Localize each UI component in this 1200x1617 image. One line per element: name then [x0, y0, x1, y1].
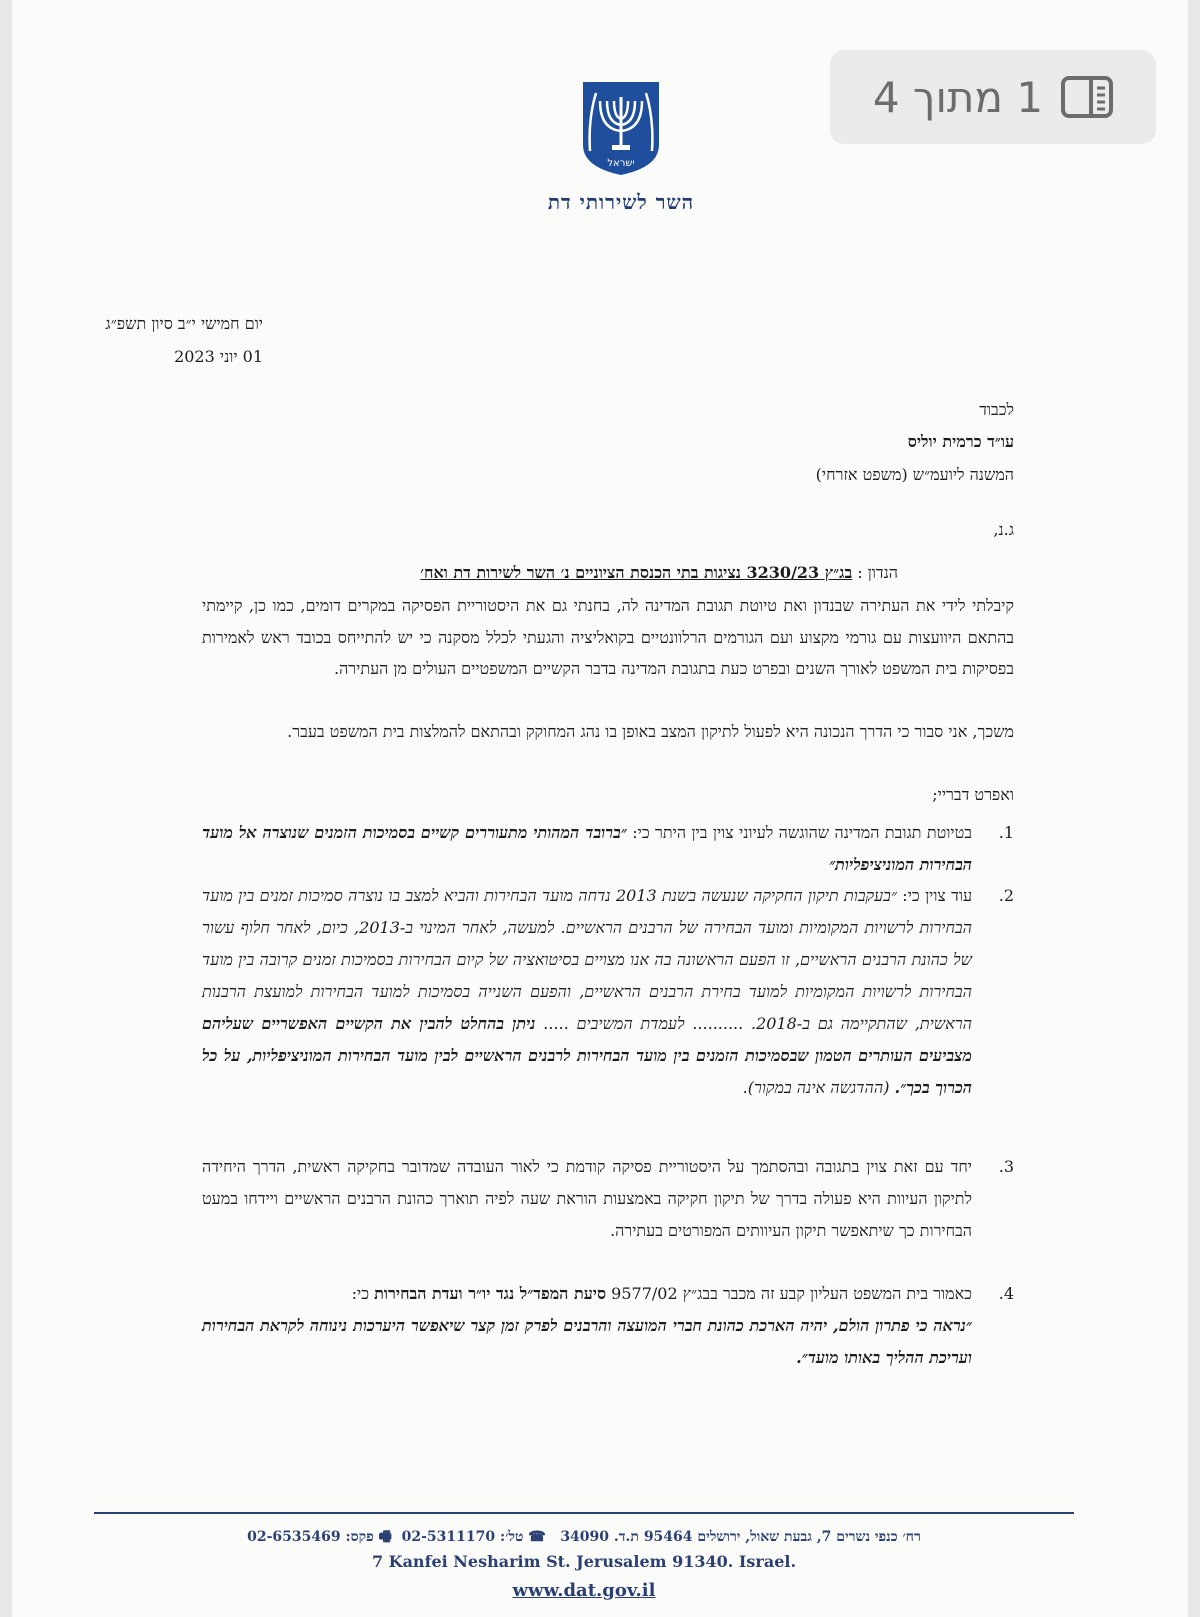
greeting: ג.נ, — [993, 520, 1014, 539]
item-text: בטיוטת תגובת המדינה שהוגשה לעיוני צוין בין היתר כי: ״ברובד המהותי מתעוררים קשיים בסמיכות הזמנים שנוצרה אל מועד הבחירות המוניציפליות״ — [202, 823, 972, 874]
item-text: יחד עם זאת צוין בתגובה ובהסתמך על היסטוריית פסיקה קודמת כי לאור העובדה שמדובר בחקיקה ראשית, הדרך היחידה לתיקון העיוות היא פעולה בדרך של תיקון חקיקה באמצעות הוראת שעה לפיה תוארך כהונת הרבנים הראשיים ויידחו במעט הבחירות כך שיתאפשר תיקון העיוותים המפורטים בעתירה. — [202, 1157, 972, 1240]
footer-divider — [94, 1512, 1074, 1514]
list-item — [202, 1151, 1014, 1247]
subject-line — [202, 563, 898, 583]
list-item — [202, 1278, 1014, 1374]
addressee-name: עו״ד כרמית יוליס — [907, 432, 1014, 451]
item-text: כאמור בית המשפט העליון קבע זה מכבר בבג״ץ 9577/02 סיעת המפד״ל נגד יו״ר ועדת הבחירות כי: ״נראה כי פתרון הולם, יהיה הארכת כהונת חברי המועצה והרבנים לפרק זמן קצר שיאפשר היערכות נינוחה לקראת הבחירות ועריכת ההליך באותו מועד״. — [202, 1284, 972, 1367]
item-note: (ההדגשה אינה במקור). — [742, 1078, 895, 1097]
phone-number: 02-5311170 — [401, 1529, 496, 1545]
fax-label: פקס: — [345, 1529, 374, 1545]
intro-paragraph: קיבלתי לידי את העתירה שבנדון ואת טיוטת תגובת המדינה לה, בחנתי גם את היסטוריית הפסיקה במקרים דומים, כמו כן, קיימתי בהתאם היוועצות עם גורמי מקצוע ועם הגורמים הרלוונטיים בקואליציה והגעתי לכלל מסקנה כי יש להתייחס בכובד ראש לאמירות בפסיקות בית המשפט לאורך השנים ובפרט כעת בתגובת המדינה בדבר הקשיים המשפטיים העולים מן העתירה. — [202, 596, 1015, 678]
item-quote: ״בעקבות תיקון החקיקה שנעשה בשנת 2013 נדחה מועד הבחירות והביא למצב בו נוצרה סמיכות זמנים בין מועד הבחירות לרשויות המקומיות ומועד הבחירה של הרבנים הראשיים. למעשה, לאחר המינוי ב-2013, כיום, לאחר חלוף עשור של כהונת הרבנים הראשיים, זו הפעם הראשונה בה אנו מצויים בסיטואציה של קיום הבחירות בסמיכות זמנים קרובה בין מועד הבחירות לרשויות המקומיות למועד בחירת הרבנים הראשיים, והפעם השנייה בסמיכות למועד הבחירות למועצת הרבנות הראשית, שהתקיימה גם ב-2018. .......... לעמדת המשיבים ..... — [202, 886, 973, 1033]
item-quote-emphasis: ניתן בהחלט להבין את הקשיים האפשריים שעליהם מצביעים העותרים הטמון שבסמיכות הזמנים בין מועד הבחירות לרבנים הראשיים לבין מועד הבחירות המוניציפליות, על כל הכרוך בכך״. — [202, 1014, 973, 1097]
phone-label: טל׳: — [499, 1529, 524, 1545]
page-indicator[interactable] — [830, 50, 1156, 144]
footer-website-link[interactable]: www.dat.gov.il — [512, 1580, 656, 1601]
fax-number: 02-6535469 — [247, 1529, 341, 1545]
footer-address: רח׳ כנפי נשרים 7, גבעת שאול, ירושלים 95464 ת.ד. 34090 — [560, 1529, 921, 1545]
salutation: לכבוד — [979, 400, 1014, 419]
list-item — [202, 880, 1014, 1104]
addressee-title: המשנה ליועמ״ש (משפט אזרחי) — [815, 465, 1014, 484]
elaborate-line: ואפרט דבריי; — [932, 785, 1014, 804]
gregorian-date: 01 יוני 2023 — [174, 347, 263, 366]
footer-address-english: 7 Kanfei Nesharim St. Jerusalem 91340. Israel. — [371, 1552, 797, 1571]
subject-label: הנדון : — [857, 563, 898, 582]
reader-view-icon[interactable] — [1061, 76, 1113, 118]
conclusion-paragraph: משכך, אני סבור כי הדרך הנכונה היא לפעול לתיקון המצב באופן בו נהג המחוקק ובהתאם להמלצות בית המשפט בעבר. — [287, 722, 1014, 741]
ministry-header: השר לשירותי דת — [547, 190, 695, 214]
page-count-label: 1 מתוך 4 — [872, 72, 1044, 122]
item-quote: ״ברובד המהותי מתעוררים קשיים בסמיכות הזמנים שנוצרה אל מועד הבחירות המוניציפליות״ — [202, 823, 972, 874]
item-number: 2. — [998, 886, 1014, 905]
phone-icon: ☎ — [528, 1529, 546, 1545]
fax-icon: 🖷 — [378, 1529, 392, 1545]
list-item — [202, 817, 1014, 881]
document-page — [12, 0, 1188, 1617]
emblem-caption: ישראל — [607, 158, 635, 169]
item-number: 4. — [998, 1284, 1014, 1303]
item-number: 1. — [998, 823, 1014, 842]
item-number: 3. — [998, 1157, 1014, 1176]
hebrew-date: יום חמישי י״ב סיון תשפ״ג — [105, 314, 263, 333]
state-emblem-icon — [580, 79, 662, 177]
item-text: עוד צוין כי: ״בעקבות תיקון החקיקה שנעשה בשנת 2013 נדחה מועד הבחירות והביא למצב בו נוצרה סמיכות זמנים בין מועד הבחירות לרשויות המקומיות ומועד הבחירה של הרבנים הראשיים. למעשה, לאחר המינוי ב-2013, כיום, לאחר חלוף עשור של כהונת הרבנים הראשיים, זו הפעם הראשונה בה אנו מצויים בסיטואציה של קיום הבחירות בסמיכות זמנים קרובה בין מועד הבחירות לרשויות המקומיות למועד בחירת הרבנים הראשיים, והפעם השנייה בסמיכות למועד הבחירות למועצת הרבנות הראשית, שהתקיימה גם ב-2018. .......... לעמדת המשיבים ..... ניתן בהחלט להבין את הקשיים האפשריים שעליהם מצביעים העותרים הטמון שבסמיכות הזמנים בין מועד הבחירות לרבנים הראשיים לבין מועד הבחירות המוניציפליות, על כל הכרוך בכך״. (ההדגשה אינה במקור). — [202, 886, 973, 1097]
footer-contact — [94, 1526, 1074, 1550]
subject-text: בג״ץ 3230/23 נציגות בתי הכנסת הציוניים נ׳ השר לשירות דת ואח׳ — [420, 563, 853, 582]
item-quote: ״נראה כי פתרון הולם, יהיה הארכת כהונת חברי המועצה והרבנים לפרק זמן קצר שיאפשר היערכות נינוחה לקראת הבחירות ועריכת ההליך באותו מועד״. — [202, 1316, 972, 1367]
case-name: סיעת המפד״ל נגד יו״ר ועדת הבחירות — [374, 1284, 607, 1303]
